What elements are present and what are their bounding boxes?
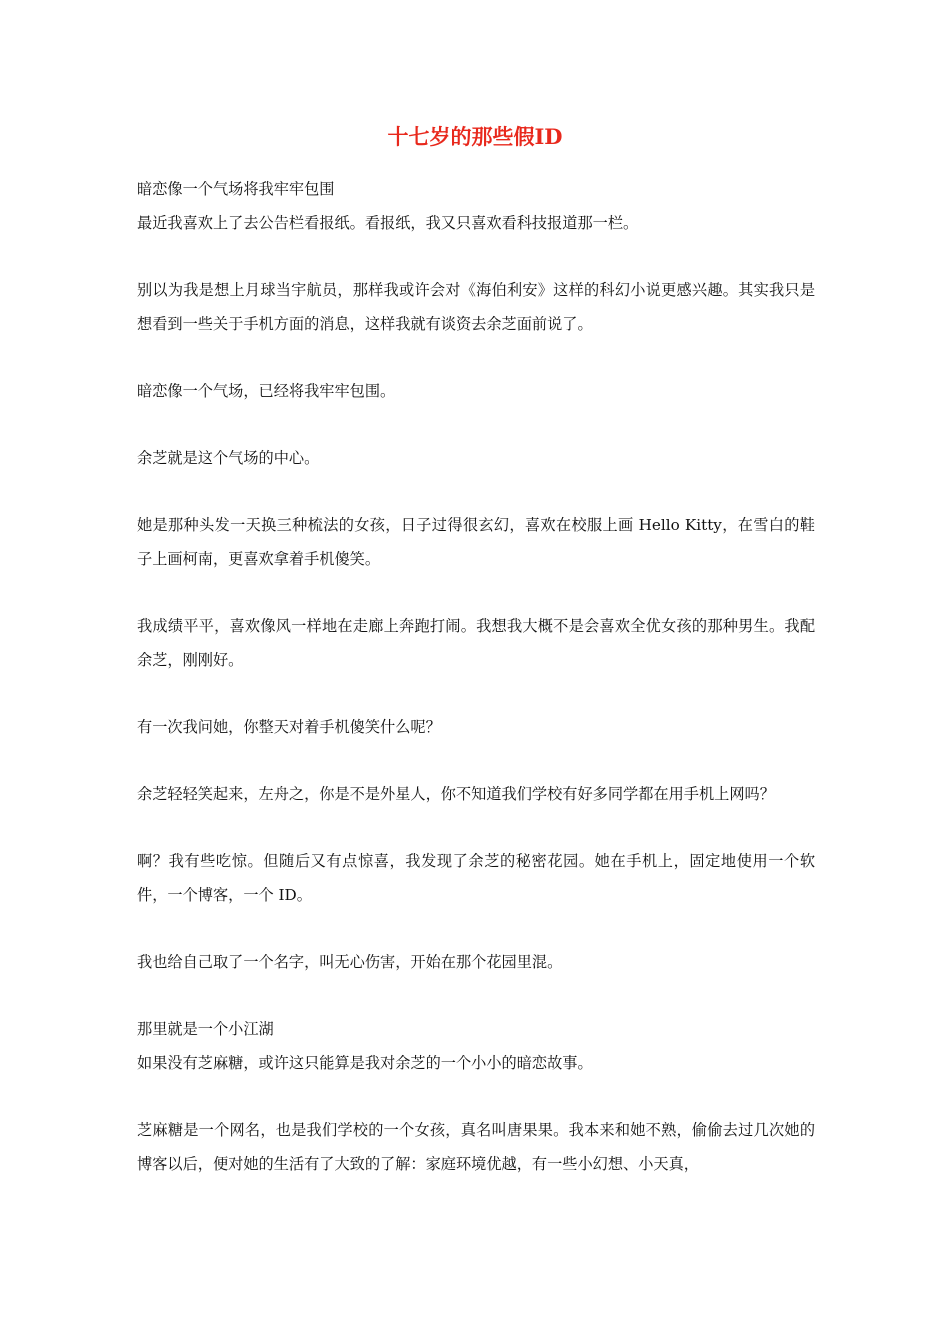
paragraph: 最近我喜欢上了去公告栏看报纸。看报纸，我又只喜欢看科技报道那一栏。	[137, 214, 639, 232]
paragraph: 啊？我有些吃惊。但随后又有点惊喜，我发现了余芝的秘密花园。她在手机上，固定地使用一个软件，一个博客，一个 ID。	[137, 852, 815, 904]
document-body	[137, 172, 815, 1181]
paragraph: 芝麻糖是一个网名，也是我们学校的一个女孩，真名叫唐果果。我本来和她不熟，偷偷去过几次她的博客以后，便对她的生活有了大致的了解：家庭环境优越，有一些小幻想、小天真，	[137, 1121, 815, 1173]
section-heading: 暗恋像一个气场将我牢牢包围	[137, 180, 335, 198]
document-title: 十七岁的那些假ID	[387, 124, 563, 149]
paragraph: 余芝轻轻笑起来，左舟之，你是不是外星人，你不知道我们学校有好多同学都在用手机上网吗？	[137, 785, 775, 803]
paragraph: 暗恋像一个气场，已经将我牢牢包围。	[137, 382, 396, 400]
paragraph: 如果没有芝麻糖，或许这只能算是我对余芝的一个小小的暗恋故事。	[137, 1054, 593, 1072]
paragraph: 余芝就是这个气场的中心。	[137, 449, 320, 467]
paragraph: 她是那种头发一天换三种梳法的女孩，日子过得很玄幻，喜欢在校服上画 Hello Kitty，在雪白的鞋子上画柯南，更喜欢拿着手机傻笑。	[137, 516, 815, 568]
paragraph: 别以为我是想上月球当宇航员，那样我或许会对《海伯利安》这样的科幻小说更感兴趣。其实我只是想看到一些关于手机方面的消息，这样我就有谈资去余芝面前说了。	[137, 281, 815, 333]
paragraph: 有一次我问她，你整天对着手机傻笑什么呢？	[137, 718, 441, 736]
paragraph: 我也给自己取了一个名字，叫无心伤害，开始在那个花园里混。	[137, 953, 563, 971]
paragraph: 我成绩平平，喜欢像风一样地在走廊上奔跑打闹。我想我大概不是会喜欢全优女孩的那种男生。我配余芝，刚刚好。	[137, 617, 815, 669]
section-heading: 那里就是一个小江湖	[137, 1020, 274, 1038]
